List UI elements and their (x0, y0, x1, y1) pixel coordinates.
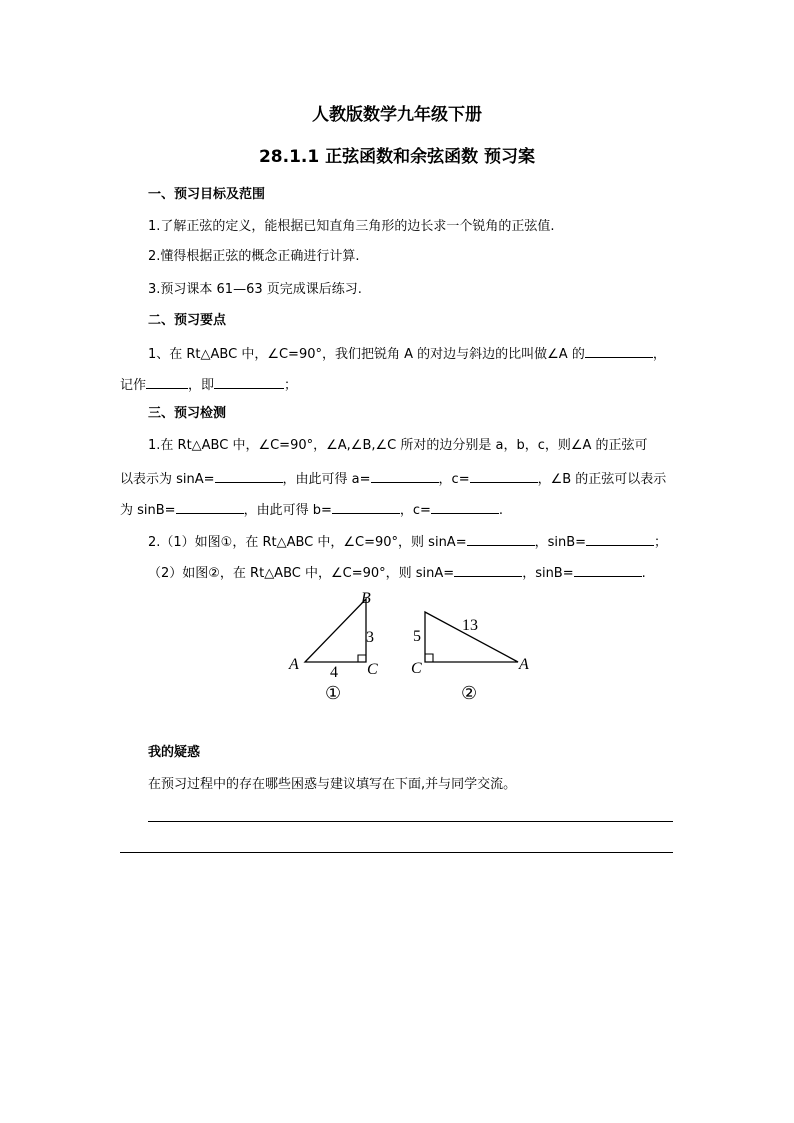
check-q1-line-3 (120, 501, 503, 517)
lesson-subtitle: 28.1.1 正弦函数和余弦函数 预习案 (258, 147, 536, 167)
section2-heading: 二、预习要点 (148, 313, 227, 328)
fig2-label-c: C (411, 660, 422, 677)
punctuation: ； (284, 378, 298, 393)
q1-text: ，c= (399, 503, 431, 518)
answer-blank[interactable] (586, 533, 654, 546)
q2-text: ，sinB= (534, 535, 587, 550)
fig1-label-c: C (367, 661, 378, 678)
section3-heading: 三、预习检测 (148, 406, 227, 421)
page-title: 人教版数学九年级下册 (312, 105, 482, 125)
check-q1-line-2 (120, 470, 666, 486)
fig1-label-a: A (289, 656, 299, 673)
answer-blank[interactable] (215, 470, 283, 483)
keypoint-line-1 (148, 345, 666, 361)
punctuation: ； (654, 535, 668, 550)
punctuation: ， (652, 347, 666, 362)
keypoint-text-1: 1、在 Rt△ABC 中，∠C=90°，我们把锐角 A 的对边与斜边的比叫做∠A 的 (148, 347, 585, 362)
keypoint-text-2b: ，即 (188, 378, 215, 393)
answer-blank[interactable] (431, 501, 499, 514)
fig2-caption: ② (461, 683, 478, 703)
q1-text: ，c= (438, 472, 470, 487)
q1-text: ，∠B 的正弦可以表示 (537, 472, 667, 487)
answer-blank[interactable] (332, 501, 400, 514)
answer-blank[interactable] (146, 376, 188, 389)
punctuation: . (498, 503, 504, 518)
keypoint-line-2 (120, 376, 297, 392)
writing-line[interactable] (148, 821, 673, 822)
punctuation: . (641, 566, 646, 581)
q1-text: 以表示为 sinA= (120, 472, 215, 487)
answer-blank[interactable] (470, 470, 538, 483)
check-q2-line-1 (148, 533, 667, 549)
fig1-side-ac: 4 (330, 664, 338, 681)
fig1-caption: ① (325, 683, 342, 703)
section1-heading: 一、预习目标及范围 (148, 187, 266, 202)
answer-blank[interactable] (214, 376, 284, 389)
fig1-side-bc: 3 (366, 629, 374, 646)
doubts-heading: 我的疑惑 (148, 745, 201, 760)
check-q2-line-2 (148, 564, 646, 580)
triangle-figures (280, 585, 550, 710)
figure-1-triangle (288, 590, 378, 703)
q2-text: ，sinB= (522, 566, 574, 581)
keypoint-text-2a: 记作 (120, 378, 147, 393)
fig2-side-ab: 13 (462, 617, 478, 634)
doubts-instruction: 在预习过程中的存在哪些困惑与建议填写在下面,并与同学交流。 (148, 777, 517, 792)
fig2-label-a: A (519, 656, 529, 673)
answer-blank[interactable] (585, 345, 653, 358)
answer-blank[interactable] (176, 501, 244, 514)
q1-text: 为 sinB= (120, 503, 176, 518)
q1-text: ，由此可得 b= (243, 503, 332, 518)
answer-blank[interactable] (454, 564, 522, 577)
writing-line[interactable] (120, 852, 673, 853)
goal-item-3: 3.预习课本 61—63 页完成课后练习. (148, 282, 362, 297)
check-q1-line-1: 1.在 Rt△ABC 中，∠C=90°，∠A,∠B,∠C 所对的边分别是 a，b，c，则∠A 的正弦可 (148, 438, 648, 453)
answer-blank[interactable] (467, 533, 535, 546)
q2-text: 2.（1）如图①，在 Rt△ABC 中，∠C=90°，则 sinA= (148, 535, 467, 550)
figure-2-triangle (411, 612, 529, 703)
q2-text: （2）如图②，在 Rt△ABC 中，∠C=90°，则 sinA= (148, 566, 455, 581)
fig1-label-b: B (361, 590, 371, 607)
goal-item-1: 1.了解正弦的定义，能根据已知直角三角形的边长求一个锐角的正弦值. (148, 219, 555, 234)
goal-item-2: 2.懂得根据正弦的概念正确进行计算. (148, 249, 360, 264)
q1-text: ，由此可得 a= (282, 472, 371, 487)
answer-blank[interactable] (371, 470, 439, 483)
fig2-side-bc: 5 (413, 628, 421, 645)
answer-blank[interactable] (574, 564, 642, 577)
